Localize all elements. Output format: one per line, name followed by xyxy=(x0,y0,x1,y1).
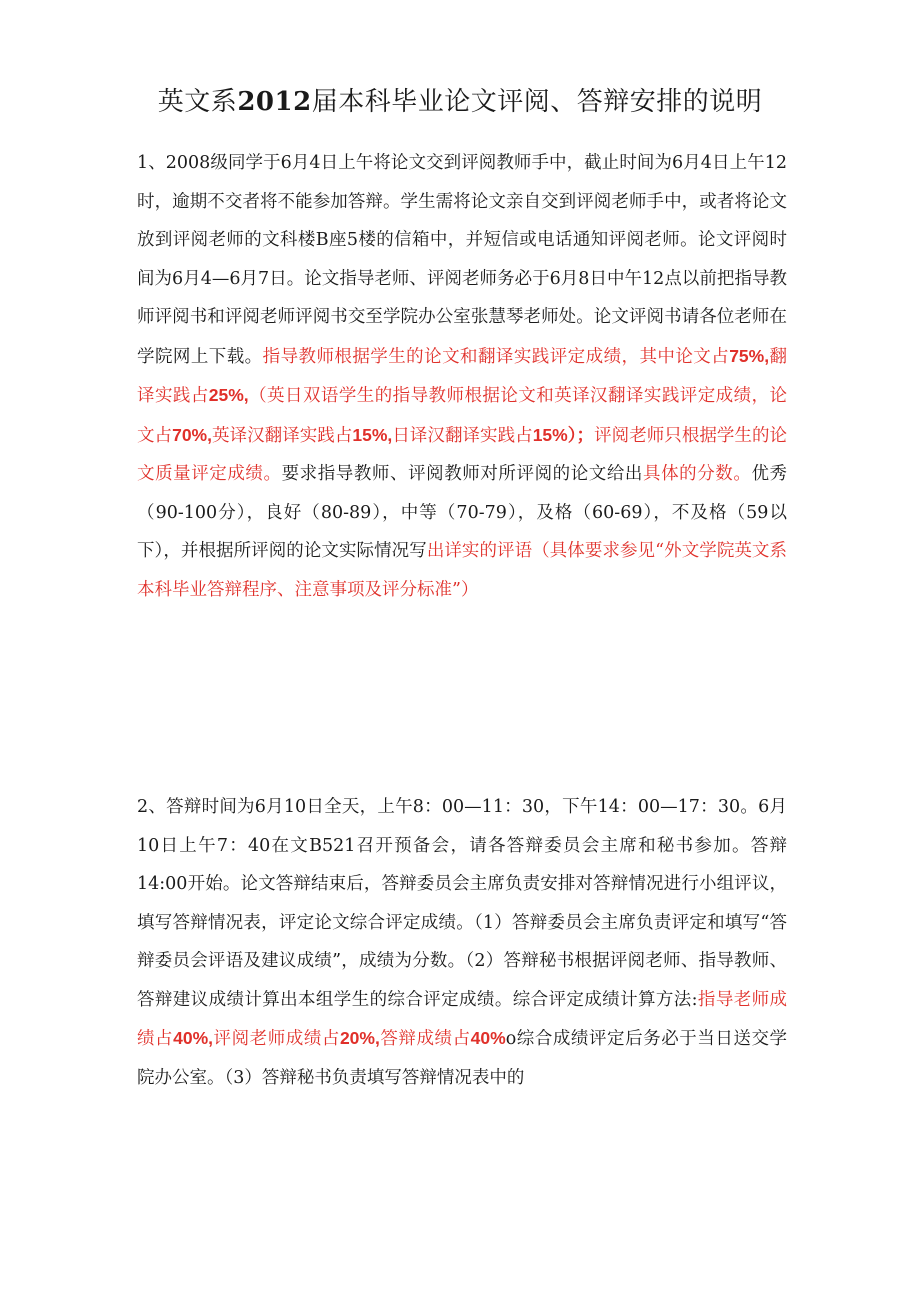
highlight-text: 具体的分数。 xyxy=(643,464,752,484)
text-run: o综合成绩评定后务必于当日送交学院办公室。（3）答辩秘书负责填写答辩情况表中的 xyxy=(137,1029,788,1088)
text-run: 要求指导教师、评阅教师对所评阅的论文给出 xyxy=(281,464,644,484)
highlight-text: 指导老师成绩占 xyxy=(137,989,787,1049)
text-run: 2、答辩时间为6月10日全天，上午8：00—11：30，下午14：00—17：30。6月10日上午7：40在文B521召开预备会，请各答辩委员会主席和秘书参加。答辩14:00开始。论文答辩结束后，答辩委员会主席负责安排对答辩情况进行小组评议，填写答辩情况表，评定论文综合评定成绩。（1）答辩委员会主席负责评定和填写“答辩委员会评语及建议成绩”，成绩为分数。（2）答辩秘书根据评阅老师、指导教师、答辩建议成绩计算出本组学生的综合评定成绩。综合评定成绩计算方法: xyxy=(137,797,787,1010)
highlight-text: 评阅老师成绩占 xyxy=(213,1029,340,1049)
highlight-text: 英译汉翻译实践占 xyxy=(211,425,353,446)
highlight-percent: 15%）； xyxy=(532,424,595,445)
highlight-text: 评阅老师只根据学生的论文质量评定成绩。 xyxy=(137,425,788,484)
highlight-percent: 40% xyxy=(470,1028,506,1048)
highlight-percent: 20%, xyxy=(339,1028,380,1048)
text-run: 1、2008级同学于6月4日上午将论文交到评阅教师手中，截止时间为6月4日上午12时，逾期不交者将不能参加答辩。学生需将论文亲自交到评阅老师手中，或者将论文放到评阅老师的文科楼B座5楼的信箱中，并短信或电话通知评阅老师。论文评阅时间为6月4—6月7日。论文指导老师、评阅老师务必于6月8日中午12点以前把指导教师评阅书和评阅老师评阅书交至学院办公室张慧琴老师处。论文评阅书请各位老师在学院网上下载。 xyxy=(137,153,787,367)
text-run: 优秀（90-100分），良好（80-89），中等（70-79），及格（60-69），不及格（59以下），并根据所评阅的论文实际情况写 xyxy=(137,464,788,561)
highlight-text: 出详实的评语（具体要求参见“外文学院英文系本科毕业答辩程序、注意事项及评分标准”） xyxy=(137,541,787,600)
document-title: 英文系2012届本科毕业论文评阅、答辩安排的说明 xyxy=(157,87,763,117)
highlight-percent: 40%, xyxy=(173,1028,213,1048)
highlight-text: 翻译实践占 xyxy=(137,346,788,406)
paragraph-2 xyxy=(137,788,787,1097)
highlight-percent: 25%, xyxy=(208,385,249,405)
highlight-text: 答辩成绩占 xyxy=(379,1029,471,1049)
highlight-percent: 15%, xyxy=(352,424,393,445)
highlight-percent: 70%, xyxy=(172,424,212,445)
highlight-text: （英日双语学生的指导教师根据论文和英译汉翻译实践评定成绩，论文占 xyxy=(137,386,788,446)
highlight-percent: 75%, xyxy=(729,345,770,366)
highlight-text: 日译汉翻译实践占 xyxy=(392,425,533,446)
paragraph-1 xyxy=(137,144,787,609)
highlight-text: 指导教师根据学生的论文和翻译实践评定成绩，其中论文占 xyxy=(262,346,730,367)
